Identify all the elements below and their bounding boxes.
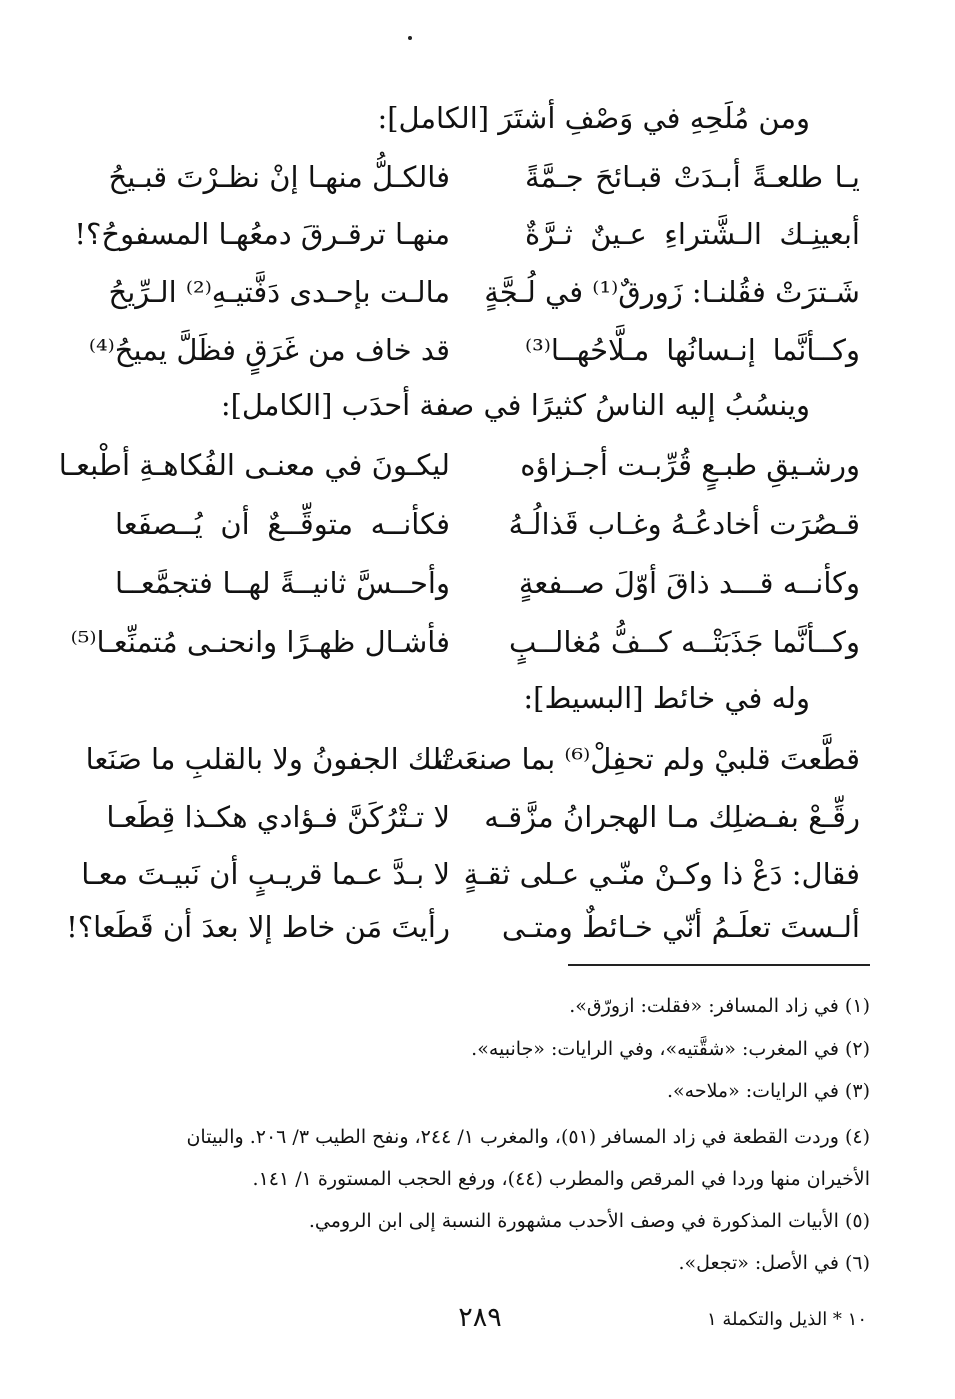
footnote-3: (٣) في الرايات: «ملاحه». <box>666 1080 870 1102</box>
verse-first-hemistich: رقِّـعْ بفـضلِك مـا الهجرانُ مزَّقـه <box>484 800 860 834</box>
verse-first-hemistich: يـا طلعـةً أبـدَتْ قبـائحَ جـمَّةً <box>525 160 860 194</box>
verse-row <box>115 561 860 605</box>
verse-row <box>88 328 860 372</box>
footnote-1: (١) في زاد المسافر: «فقلت: ازورّق». <box>569 995 870 1017</box>
page-number: ٢٨٩ <box>458 1302 502 1333</box>
footnote-divider <box>568 964 870 966</box>
verse-row <box>115 502 860 546</box>
footnote-5: (٥) الأبيات المذكورة في وصف الأحدب مشهورة النسبة إلى ابن الرومي. <box>308 1210 870 1232</box>
verse-row <box>58 443 860 487</box>
verse-row <box>81 852 860 896</box>
verse-row <box>108 270 860 314</box>
poem-1-intro: ومن مُلَحِهِ في وَصْفِ أشتَرَ [الكامل]: <box>377 101 810 135</box>
running-footer: ١٠ * الذيل والتكملة ١ <box>706 1309 867 1330</box>
verse-second-hemistich: تلك الجفونُ ولا بالقلبِ ما صَنَعا <box>85 742 450 776</box>
verse-row <box>66 905 860 949</box>
verse-first-hemistich: شَـترَتْ فقُلنـا: زَورقٌ⁽¹⁾ في لُـجَّةٍ <box>484 275 860 309</box>
verse-second-hemistich: وأحــسَّ ثانيــةً لهــا فتجمَّعــا <box>115 566 450 600</box>
poem-2-intro: وينسُبُ إليه الناسُ كثيرًا في صفة أحدَب [الكامل]: <box>220 388 810 422</box>
verse-first-hemistich: ألـستَ تعلَـمُ أنّي خـائطٌ ومتـى <box>501 910 860 944</box>
verse-first-hemistich: وكــأنَّما جَذَبَتْــه كــفُّ مُغالــبٍ <box>509 625 860 659</box>
verse-first-hemistich: قطَّعتَ قلبيْ ولم تحفِلْ⁽⁶⁾ بما صنعَتْ <box>436 742 860 776</box>
footnote-4: (٤) وردت القطعة في زاد المسافر (٥١)، والمغرب ١/ ٢٤٤، ونفح الطيب ٣/ ٢٠٦. والبيتان <box>186 1126 870 1148</box>
verse-second-hemistich: رأيتَ مَن خاط إلا بعدَ أن قَطَعا؟! <box>66 910 450 944</box>
verse-first-hemistich: أبعينِـك الـشَّتراءِ عـينٌ ثـرَّةٌ <box>525 217 860 251</box>
verse-row <box>106 795 860 839</box>
verse-first-hemistich: فقال: دَعْ ذا وكـنْ منّـي عـلى ثقـةٍ <box>463 857 860 891</box>
footnote-2: (٢) في المغرب: «شقَّتيه»، وفي الرايات: «جانبيه». <box>471 1038 870 1060</box>
verse-second-hemistich: مالـت بإحـدى دَفَّتيـهِ⁽²⁾ الـرِّيحُ <box>108 275 450 309</box>
verse-second-hemistich: لا تـتْرُكَنَّ فـؤادي هكـذا قِطَعـا <box>106 800 450 834</box>
verse-first-hemistich: ورشـيقِ طبـعٍ قُرِّبـت أجـزاؤه <box>520 448 860 482</box>
verse-second-hemistich: منهـا ترقـرقَ دمعُهـا المسفوحُ؟! <box>74 217 450 251</box>
verse-second-hemistich: قد خاف من غَرَقٍ فظَلَّ يميحُ⁽⁴⁾ <box>88 333 450 367</box>
verse-first-hemistich: قـصُرَت أخادعُـهُ وغـاب قَذالُـهُ <box>508 507 860 541</box>
footnote-4-continuation: الأخيران منها وردا في المرقص والمطرب (٤٤)، ورفع الحجب المستورة ١/ ١٤١. <box>252 1168 870 1190</box>
verse-second-hemistich: فالكـلُّ منهـا إنْ نظـرْتَ قبـيحُ <box>108 160 450 194</box>
verse-second-hemistich: فأشـال ظهـرًا وانحنـى مُتمنِّعـا⁽⁵⁾ <box>70 625 450 659</box>
verse-second-hemistich: لا بـدَّ عـما قريـبٍ أن نَبيـتَ معـا <box>81 857 450 891</box>
decorative-dot <box>408 36 412 40</box>
verse-second-hemistich: فكأنــه متوقِّــعٌ أن يُــصفَعا <box>115 507 450 541</box>
poem-3-intro: وله في خائط [البسيط]: <box>523 681 810 715</box>
verse-second-hemistich: ليكـونَ في معنـى الفُكاهـةِ أطْبعـا <box>58 448 450 482</box>
verse-row <box>74 212 860 256</box>
verse-first-hemistich: وكأنــه قـــد ذاقَ أوّلَ صــفعةٍ <box>518 566 860 600</box>
verse-first-hemistich: وكــأنَّما إنـسانُها مـلَّاحُهــا⁽³⁾ <box>525 333 860 367</box>
verse-row <box>70 620 860 664</box>
verse-row <box>85 737 860 781</box>
verse-row <box>108 155 860 199</box>
footnote-6: (٦) في الأصل: «تجعل». <box>678 1252 870 1274</box>
